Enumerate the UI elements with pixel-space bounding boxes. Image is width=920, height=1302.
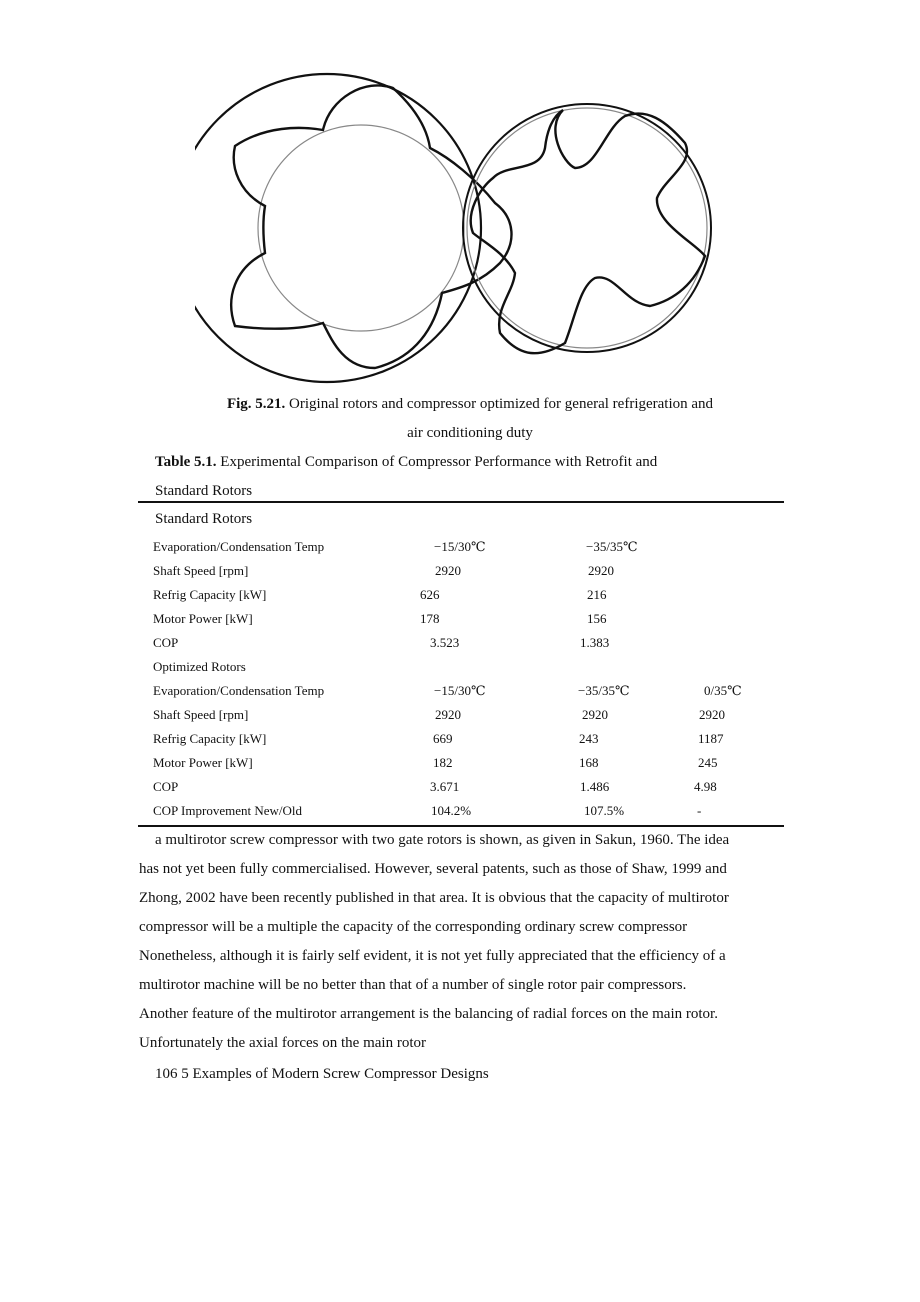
table-row: Motor Power [kW] 182 168 245 bbox=[153, 755, 718, 770]
rotor-drawing bbox=[195, 68, 725, 390]
body-line: multirotor machine will be no better than that of a number of single rotor pair compressors. bbox=[139, 977, 687, 993]
main-rotor-bore bbox=[195, 74, 481, 382]
body-paragraph bbox=[139, 826, 784, 1058]
body-line: compressor will be a multiple the capacity of the corresponding ordinary screw compressor bbox=[139, 919, 688, 935]
table-row: Evaporation/Condensation Temp −15/30℃ −35/35℃ bbox=[153, 539, 638, 554]
body-line: Unfortunately the axial forces on the main rotor bbox=[139, 1035, 426, 1051]
rotor-figure bbox=[195, 68, 725, 390]
figure-caption bbox=[140, 390, 800, 448]
figure-caption-line2: air conditioning duty bbox=[407, 425, 533, 441]
table-caption-line1: Table 5.1. Experimental Comparison of Compressor Performance with Retrofit and bbox=[155, 454, 658, 470]
body-line: a multirotor screw compressor with two gate rotors is shown, as given in Sakun, 1960. The idea bbox=[155, 832, 730, 848]
table-row: Refrig Capacity [kW] 626 216 bbox=[153, 587, 607, 602]
table-top-rule bbox=[138, 501, 784, 503]
main-rotor-profile bbox=[231, 85, 511, 368]
standard-rotors-heading: Standard Rotors bbox=[155, 511, 253, 527]
table-row: Motor Power [kW] 178 156 bbox=[153, 611, 607, 626]
table-row: COP Improvement New/Old 104.2% 107.5% - bbox=[153, 803, 702, 818]
optimized-rotors-heading: Optimized Rotors bbox=[153, 659, 246, 674]
body-line: has not yet been fully commercialised. However, several patents, such as those of Shaw, 1999 and bbox=[139, 861, 727, 877]
table-caption-line2: Standard Rotors bbox=[155, 483, 253, 499]
table-row: Shaft Speed [rpm] 2920 2920 2920 bbox=[153, 707, 725, 722]
body-line: Zhong, 2002 have been recently published in that area. It is obvious that the capacity of multirotor bbox=[139, 890, 729, 906]
table-row: COP 3.671 1.486 4.98 bbox=[153, 779, 717, 794]
table-row: Evaporation/Condensation Temp −15/30℃ −35/35℃ 0/35℃ bbox=[153, 683, 742, 698]
main-rotor-pitch-circle bbox=[258, 125, 464, 331]
page-footer: 106 5 Examples of Modern Screw Compressor Designs bbox=[155, 1066, 489, 1082]
body-line: Nonetheless, although it is fairly self evident, it is not yet fully appreciated that the efficiency of a bbox=[139, 948, 726, 964]
table-row: COP 3.523 1.383 bbox=[153, 635, 610, 650]
table-row: Refrig Capacity [kW] 669 243 1187 bbox=[153, 731, 724, 746]
table-label: Table 5.1. bbox=[155, 454, 217, 470]
gate-rotor-pitch-circle bbox=[467, 108, 707, 348]
figure-caption-line1: Fig. 5.21. Original rotors and compressor optimized for general refrigeration and bbox=[226, 396, 714, 412]
table-caption bbox=[155, 448, 775, 506]
table-row: Shaft Speed [rpm] 2920 2920 bbox=[153, 563, 614, 578]
body-line: Another feature of the multirotor arrangement is the balancing of radial forces on the main rotor. bbox=[139, 1006, 718, 1022]
figure-label: Fig. 5.21. bbox=[226, 396, 286, 412]
